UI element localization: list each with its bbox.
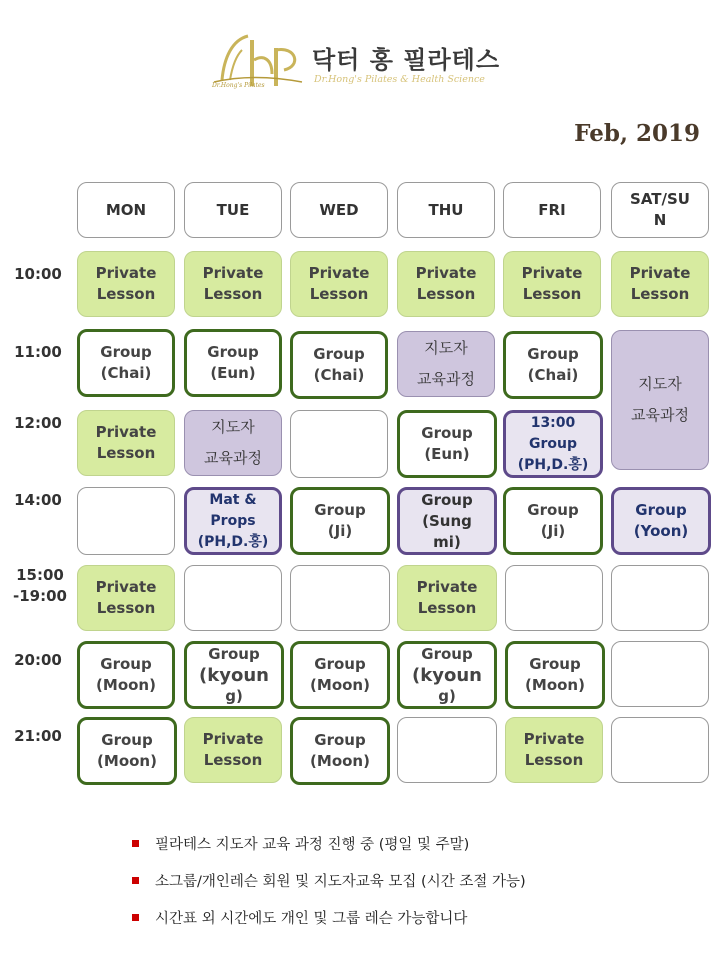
notes-list <box>132 832 526 943</box>
note-item <box>132 832 526 854</box>
logo <box>210 30 510 96</box>
note-text: 필라테스 지도자 교육 과정 진행 중 (평일 및 주말) <box>155 836 470 853</box>
group-class-cell[interactable]: 13:00 Group (PH,D.홍) <box>503 410 603 478</box>
instructor-course-cell[interactable]: 지도자 교육과정 <box>184 410 282 476</box>
private-lesson-cell[interactable]: Private Lesson <box>77 410 175 476</box>
group-class-cell[interactable]: Group (Moon) <box>77 717 177 785</box>
private-lesson-cell[interactable]: Private Lesson <box>611 251 709 317</box>
group-class-cell[interactable]: Group (Moon) <box>290 641 390 709</box>
schedule-month: Feb, 2019 <box>574 120 700 147</box>
group-class-cell[interactable]: Group (Ji) <box>503 487 603 555</box>
empty-slot <box>611 641 709 707</box>
group-class-cell[interactable]: Group (Ji) <box>290 487 390 555</box>
empty-slot <box>611 717 709 783</box>
group-class-cell[interactable]: Group (Chai) <box>290 331 388 399</box>
group-class-cell[interactable]: Group (Eun) <box>184 329 282 397</box>
time-label: 15:00 -19:00 <box>13 566 67 605</box>
day-header-mon: MON <box>77 182 175 238</box>
instructor-course-cell[interactable]: 지도자 교육과정 <box>611 330 709 470</box>
private-lesson-cell[interactable]: Private Lesson <box>397 251 495 317</box>
day-header-wed: WED <box>290 182 388 238</box>
group-class-cell[interactable]: Group (Sung mi) <box>397 487 497 555</box>
bullet-square-icon <box>132 914 139 921</box>
note-item <box>132 906 526 928</box>
private-lesson-cell[interactable]: Private Lesson <box>77 251 175 317</box>
day-header-fri: FRI <box>503 182 601 238</box>
empty-slot <box>290 565 390 631</box>
empty-slot <box>290 410 388 478</box>
time-label: 14:00 <box>14 491 62 509</box>
day-header-thu: THU <box>397 182 495 238</box>
brand-name: 닥터 홍 필라테스 <box>312 46 500 74</box>
private-lesson-cell[interactable]: Private Lesson <box>505 717 603 783</box>
group-class-cell[interactable]: Group (Moon) <box>77 641 175 709</box>
empty-slot <box>611 565 709 631</box>
instructor-course-cell[interactable]: 지도자 교육과정 <box>397 331 495 397</box>
group-class-cell[interactable]: Group (kyoun g) <box>184 641 284 709</box>
day-header-sat-sun: SAT/SU N <box>611 182 709 238</box>
note-text: 소그룹/개인레슨 회원 및 지도자교육 모집 (시간 조절 가능) <box>155 873 526 890</box>
private-lesson-cell[interactable]: Private Lesson <box>290 251 388 317</box>
group-class-cell[interactable]: Group (Eun) <box>397 410 497 478</box>
empty-slot <box>397 717 497 783</box>
private-lesson-cell[interactable]: Private Lesson <box>184 251 282 317</box>
empty-slot <box>184 565 282 631</box>
private-lesson-cell[interactable]: Private Lesson <box>503 251 601 317</box>
group-class-cell[interactable]: Group (Moon) <box>290 717 390 785</box>
brand-small: Dr.Hong's Pilates <box>212 82 265 89</box>
private-lesson-cell[interactable]: Private Lesson <box>77 565 175 631</box>
time-label: 12:00 <box>14 414 62 432</box>
group-class-cell[interactable]: Group (kyoun g) <box>397 641 497 709</box>
group-class-cell[interactable]: Group (Chai) <box>77 329 175 397</box>
time-label: 20:00 <box>14 651 62 669</box>
day-header-tue: TUE <box>184 182 282 238</box>
time-label: 10:00 <box>14 265 62 283</box>
bullet-square-icon <box>132 840 139 847</box>
bullet-square-icon <box>132 877 139 884</box>
empty-slot <box>505 565 603 631</box>
brand-subtitle: Dr.Hong's Pilates & Health Science <box>314 74 485 85</box>
note-text: 시간표 외 시간에도 개인 및 그룹 레슨 가능합니다 <box>155 910 468 927</box>
group-class-cell[interactable]: Group (Yoon) <box>611 487 711 555</box>
empty-slot <box>77 487 175 555</box>
group-class-cell[interactable]: Mat & Props (PH,D.홍) <box>184 487 282 555</box>
group-class-cell[interactable]: Group (Chai) <box>503 331 603 399</box>
time-label: 21:00 <box>14 727 62 745</box>
private-lesson-cell[interactable]: Private Lesson <box>397 565 497 631</box>
private-lesson-cell[interactable]: Private Lesson <box>184 717 282 783</box>
group-class-cell[interactable]: Group (Moon) <box>505 641 605 709</box>
time-label: 11:00 <box>14 343 62 361</box>
note-item <box>132 869 526 891</box>
